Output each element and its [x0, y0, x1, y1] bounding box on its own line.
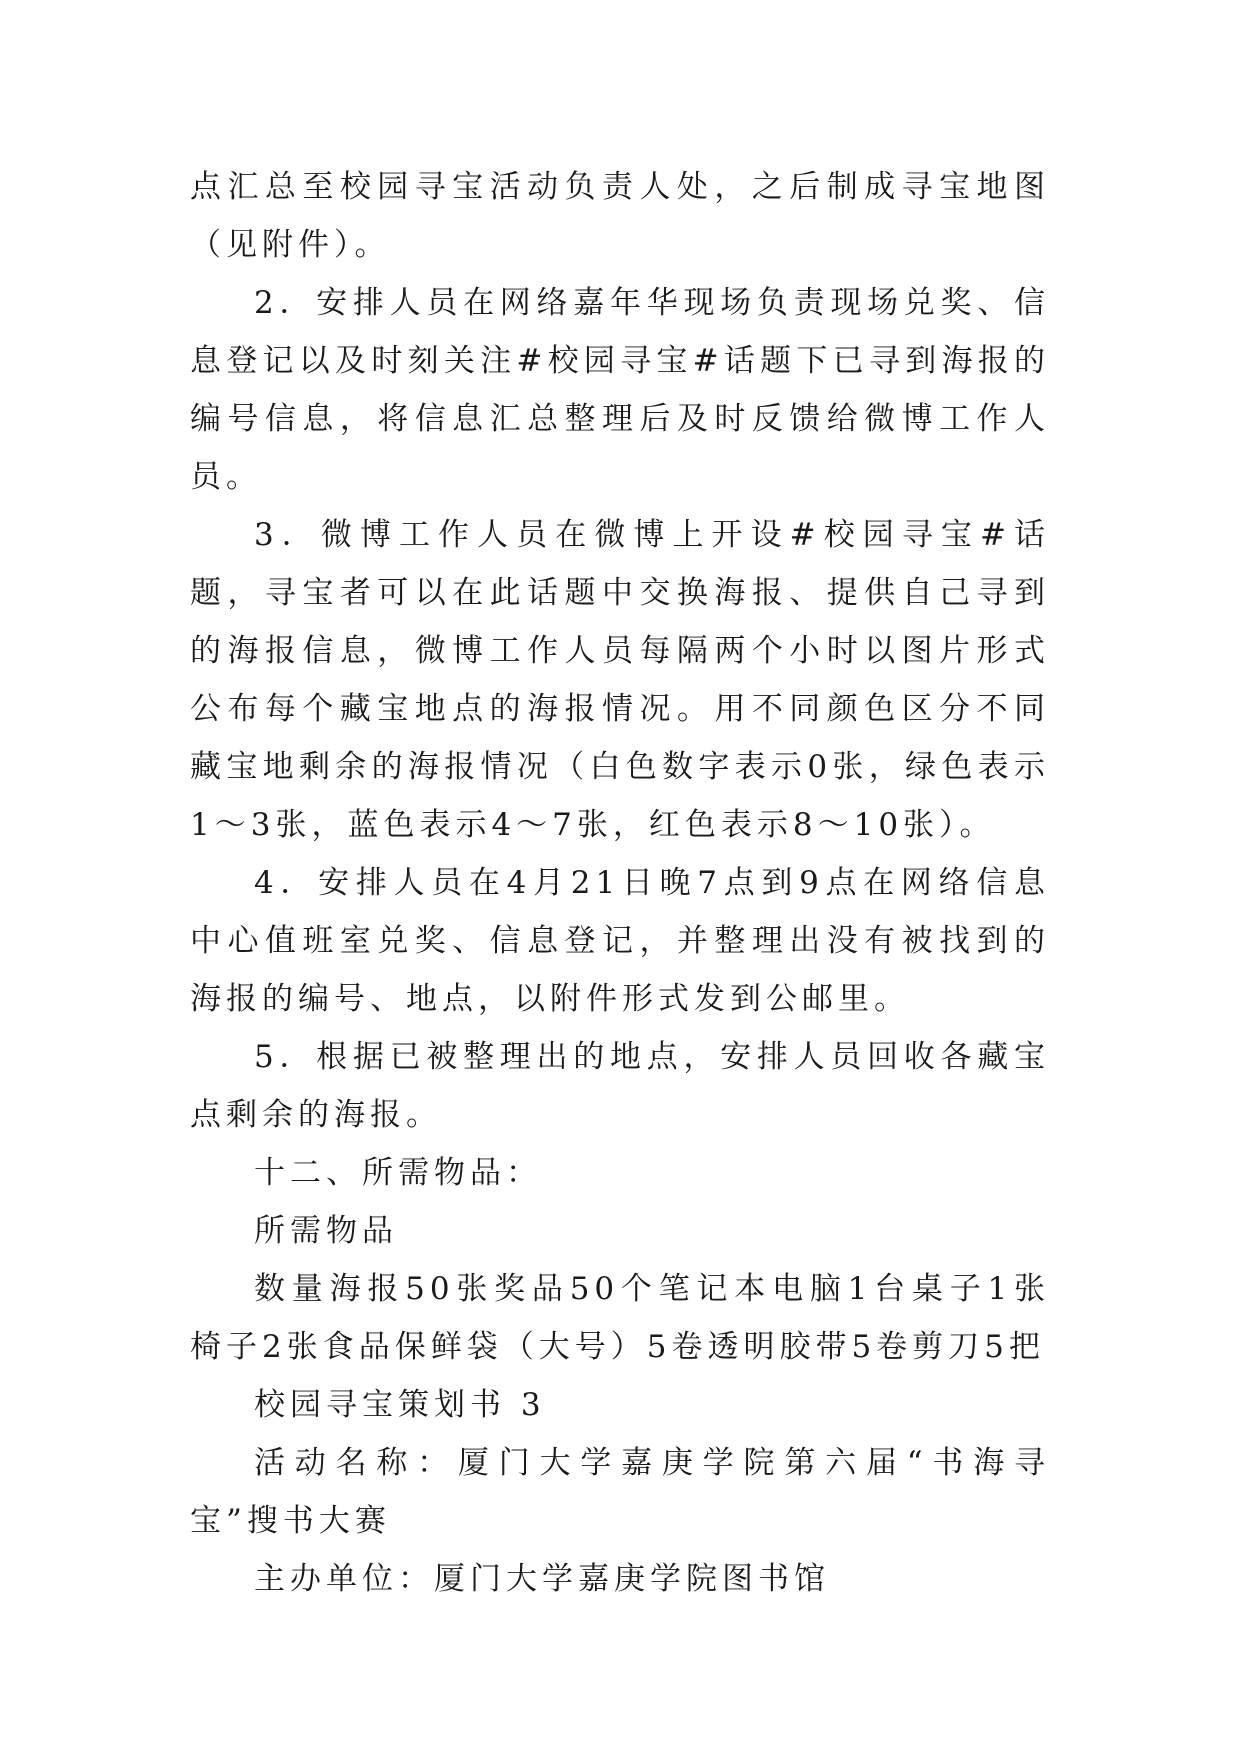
organizer: 主办单位：厦门大学嘉庚学院图书馆 [254, 1561, 830, 1597]
paragraph-item-2: 2．安排人员在网络嘉年华现场负责现场兑奖、信息登记以及时刻关注#校园寻宝#话题下已寻到海报的编号信息，将信息汇总整理后及时反馈给微博工作人员。 [190, 285, 1050, 495]
activity-name: 活动名称：厦门大学嘉庚学院第六届“书海寻宝”搜书大赛 [190, 1445, 1050, 1539]
paragraph-item-5: 5．根据已被整理出的地点，安排人员回收各藏宝点剩余的海报。 [190, 1039, 1050, 1133]
paragraph-item-3: 3．微博工作人员在微博上开设#校园寻宝#话题，寻宝者可以在此话题中交换海报、提供自己寻到的海报信息，微博工作人员每隔两个小时以图片形式公布每个藏宝地点的海报情况。用不同颜色区分不同藏宝地剩余的海报情况（白色数字表示0张，绿色表示1～3张，蓝色表示4～7张，红色表示8～10张）。 [190, 517, 1050, 843]
paragraph-continuation: 点汇总至校园寻宝活动负责人处，之后制成寻宝地图（见附件）。 [190, 169, 1050, 263]
section-heading-materials: 十二、所需物品： [254, 1155, 542, 1191]
materials-list: 数量海报50张奖品50个笔记本电脑1台桌子1张椅子2张食品保鲜袋（大号）5卷透明胶带5卷剪刀5把 [190, 1271, 1050, 1365]
materials-table-header: 所需物品 [254, 1213, 398, 1249]
document-body [190, 158, 1050, 1608]
document-title: 校园寻宝策划书 3 [254, 1387, 546, 1423]
paragraph-item-4: 4．安排人员在4月21日晚7点到9点在网络信息中心值班室兑奖、信息登记，并整理出没有被找到的海报的编号、地点，以附件形式发到公邮里。 [190, 865, 1050, 1017]
